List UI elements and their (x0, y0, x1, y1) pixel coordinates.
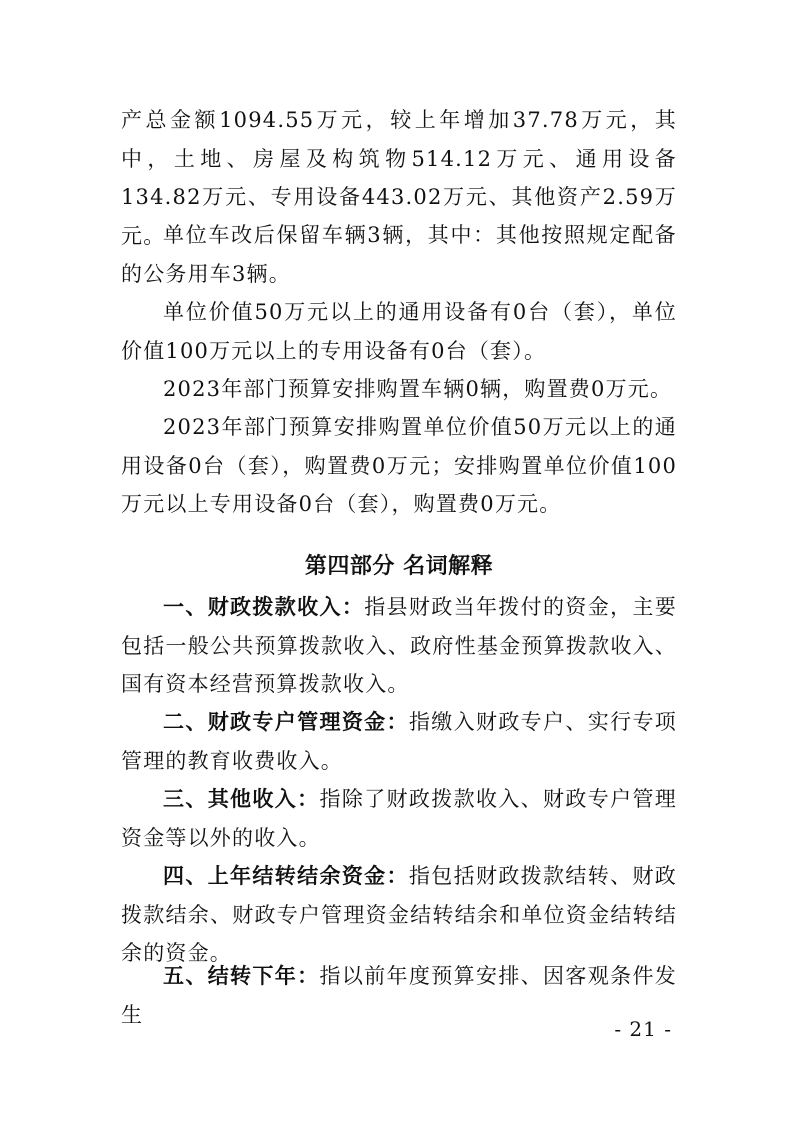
definition-term: 三、其他收入： (163, 787, 320, 811)
definition-item (121, 857, 677, 973)
definition-text: 指县财政当年拨付的资金，主要包括一般公共预算拨款收入、政府性基金预算拨款收入、国有资本经营预算拨款收入。 (121, 595, 677, 696)
definition-item (121, 780, 677, 857)
paragraph-vehicles: 单位车改后保留车辆3辆，其中：其他按照规定配备的公务用车3辆。 (121, 223, 677, 286)
definition-term: 五、结转下年： (163, 964, 320, 988)
definition-item (121, 588, 677, 704)
definition-term: 二、财政专户管理资金： (163, 710, 409, 734)
page-number: - 21 - (614, 1017, 672, 1041)
paragraph-equipment-value: 单位价值50万元以上的通用设备有0台（套），单位价值100万元以上的专用设备有0台（套）。 (121, 300, 677, 363)
definition-item (121, 957, 677, 1034)
definition-text: 指包括财政拨款结转、财政拨款结余、财政专户管理资金结转结余和单位资金结转结余的资金。 (121, 864, 678, 965)
definition-text: 指以前年度预算安排、因客观条件发生 (121, 964, 677, 1027)
definition-term: 四、上年结转结余资金： (163, 864, 409, 888)
definition-term: 一、财政拨款收入： (163, 595, 365, 619)
definition-text: 指缴入财政专户、实行专项管理的教育收费收入。 (121, 710, 678, 773)
paragraph-equipment-purchase: 2023年部门预算安排购置单位价值50万元以上的通用设备0台（套），购置费0万元；安排购置单位价值100万元以上专用设备0台（套），购置费0万元。 (121, 415, 677, 516)
section-heading: 第四部分 名词解释 (304, 554, 494, 579)
paragraph-asset-totals: 产总金额1094.55万元，较上年增加37.78万元，其中，土地、房屋及构筑物514.12万元、通用设备134.82万元、专用设备443.02万元、其他资产2.59万元。 (121, 108, 677, 248)
paragraph-vehicle-purchase: 2023年部门预算安排购置车辆0辆，购置费0万元。 (163, 377, 673, 401)
definition-text: 指除了财政拨款收入、财政专户管理资金等以外的收入。 (121, 787, 677, 850)
definition-item (121, 703, 677, 780)
